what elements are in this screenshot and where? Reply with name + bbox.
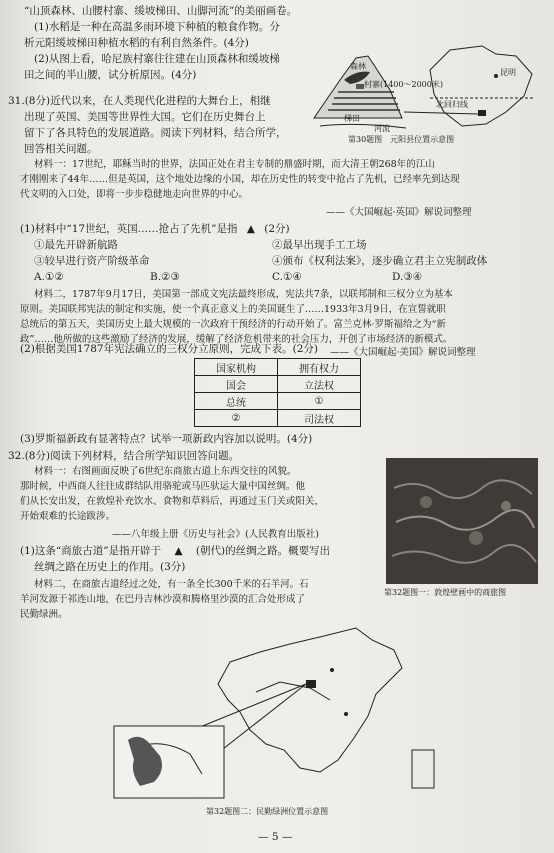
dunhuang-mural-image <box>386 458 538 584</box>
score: (2分) <box>264 223 290 235</box>
text-line: 留下了各具特色的发展道路。阅读下列材料，结合所学， <box>24 127 287 139</box>
question-32: 32.(8分)阅读下列材料，结合所学知识回答问题。 <box>8 450 240 462</box>
text-line: (2)从图上看，哈尼族村寨往往建在山顶森林和缓坡梯 <box>34 53 280 65</box>
table-row <box>195 393 361 410</box>
question-31-3: (3)罗斯福新政有显著特点？试举一项新政内容加以说明。(4分) <box>20 433 313 445</box>
stem-text: (1)材料中“17世纪，英国……抢占了先机”是指 <box>20 223 238 235</box>
figure-30-yuanyang-map <box>310 40 540 140</box>
material-2-source: ——《大国崛起·美国》解说词整理 <box>330 347 476 358</box>
table-row <box>195 410 361 427</box>
material-1-source: ——八年级上册《历史与社会》(人民教育出版社) <box>112 529 319 540</box>
map-label: 河流 <box>374 124 390 133</box>
table-cell: 立法权 <box>278 376 361 393</box>
material-1-line: 才刚刚来了44年……但是英国，这个地处边缘的小国，却在历史性的转变中抢占了先机，已经率先到达现 <box>20 174 460 185</box>
option: ①最先开辟新航路 <box>34 239 118 251</box>
stem-text: (1)这条“商旅古道”是指开辟于 <box>20 545 162 557</box>
map-label: 梯田 <box>344 114 360 123</box>
question-31-1-stem <box>20 222 290 236</box>
table-header-cell: 拥有权力 <box>278 359 361 376</box>
map-label: 森林 <box>350 62 366 71</box>
material-1-line: 材料一：右图画面反映了6世纪东商旅古道上东西交往的风貌。 <box>34 466 297 477</box>
choice-d: D.③④ <box>392 271 423 283</box>
question-31: 31.(8分)近代以来，在人类现代化进程的大舞台上，相继 <box>8 95 271 107</box>
material-1-line: 开始艰难的长途跋涉。 <box>20 511 116 522</box>
material-1-line: 们从长安出发，在敦煌补充饮水、食物和草料后，再通过玉门关或阳关， <box>20 496 325 507</box>
page-number: — 5 — <box>258 831 293 843</box>
material-1-line: 那时候，中西商人往往成群结队用骆驼或马匹驮运大量中国丝绸。他 <box>20 481 306 492</box>
figure-caption: 第32题图一：敦煌壁画中的商旅图 <box>384 588 507 597</box>
text-line: 田之间的半山腰，试分析原因。(4分) <box>24 69 197 81</box>
choice-b: B.②③ <box>150 271 180 283</box>
table-cell: 国会 <box>195 376 278 393</box>
material-1-line: 代文明的入口处，即将一步步稳健地走向世界的中心。 <box>20 189 249 200</box>
stem-text: (朝代)的丝绸之路。概要写出 <box>195 545 331 557</box>
material-2-line: 材料二，在商旅古道经过之处，有一条全长300千米的石羊河。石 <box>34 579 309 590</box>
material-2-line: 羊河发源于祁连山地，在巴丹吉林沙漠和腾格里沙漠的汇合处形成了 <box>20 594 306 605</box>
material-1-source: ——《大国崛起·英国》解说词整理 <box>326 207 472 218</box>
material-2-line: 总统后的第五天，美国历史上最大规模的一次政府干预经济的行动开始了。富兰克林·罗斯福给之为“新 <box>20 319 446 330</box>
table-cell: ① <box>278 393 361 410</box>
table-row <box>195 376 361 393</box>
material-2-line: 原则。美国联邦宪法的制定和实施，使一个真正意义上的美国诞生了……1933年3月9日，在宣誓就职 <box>20 304 446 315</box>
option: ③较早进行资产阶级革命 <box>34 255 150 267</box>
material-2-line: 民勤绿洲。 <box>20 609 68 620</box>
map-label: 村寨(1400～2000米) <box>364 80 443 89</box>
figure-caption: 第32题图二：民勤绿洲位置示意图 <box>206 807 329 816</box>
material-2-line: 材料二，1787年9月17日，美国第一部成文宪法最终形成，宪法共7条，以联邦制和三权分立为基本 <box>34 289 453 300</box>
table-header-cell: 国家机构 <box>195 359 278 376</box>
minqin-oasis-map <box>110 622 440 800</box>
question-32-1 <box>20 544 330 558</box>
map-label: 昆明 <box>500 68 516 77</box>
answer-blank: ▲ <box>174 545 183 557</box>
question-31-2: (2)根据美国1787年宪法确立的三权分立原则，完成下表。(2分) <box>20 343 318 355</box>
choice-a: A.①② <box>34 271 64 283</box>
text-line: 回答相关问题。 <box>24 143 98 155</box>
figure-caption: 第30题图 元阳县位置示意图 <box>348 135 455 144</box>
table-cell: ② <box>195 410 278 427</box>
table-cell: 司法权 <box>278 410 361 427</box>
answer-blank: ▲ <box>246 223 255 235</box>
table-cell: 总统 <box>195 393 278 410</box>
text-line: “山顶森林、山腰村寨、缓坡梯田、山脚河流”的美丽画卷。 <box>24 5 298 17</box>
text-line: 出现了英国、美国等世界性大国。它们在历史舞台上 <box>24 111 266 123</box>
option: ④颁布《权利法案》，逐步确立君主立宪制政体 <box>272 255 488 267</box>
material-2-line: 政”……他所做的这些激励了经济的发展，缓解了经济危机带来的社会压力，开创了市场经济的新模式。 <box>20 334 453 345</box>
option: ②最早出现手工工场 <box>272 239 367 251</box>
powers-table <box>194 358 361 427</box>
material-1-line: 材料一：17世纪，耶稣当时的世界，法国正处在君主专制的鼎盛时期，而大清王朝268年的江山 <box>34 159 435 170</box>
text-line: (1)水稻是一种在高温多雨环境下种植的粮食作物。分 <box>34 21 280 33</box>
text-line: 丝绸之路在历史上的作用。(3分) <box>34 561 186 573</box>
table-header-row <box>195 359 361 376</box>
text-line: 析元阳缓坡梯田种植水稻的有利自然条件。(4分) <box>24 37 249 49</box>
choice-c: C.①④ <box>272 271 302 283</box>
map-label: 北回归线 <box>436 100 468 109</box>
